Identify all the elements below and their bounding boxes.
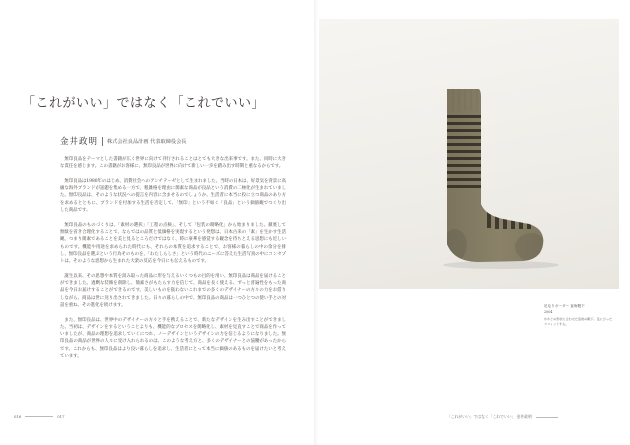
- folio-rule: [536, 417, 558, 418]
- page-number-facing: 017: [57, 414, 65, 419]
- running-footer: 「これがいい」ではなく「これでいい」 金井政明: [447, 414, 532, 419]
- folio-rule: [25, 416, 53, 417]
- article-title: 「これがいい」ではなく「これでいい」: [22, 96, 266, 111]
- photo-caption: [544, 304, 614, 327]
- right-page-folio: [447, 414, 558, 420]
- body-paragraph: 誕生以来、その思想や本質を汲み取った商品に形を与えるいくつもの目的を用い、無印良品は商品を届けることができました。過剰な装飾を削除し、簡素さがもたらす力を信じて、商品を長く使える、ずっと普遍性をもった商品を今日お届けすることができるのです。美しいものを扱わないこれまでの多くのデザイナーの方々の力をお借りしながら、商品は世に送り出されてきました。日々の暮らしの中で、無印良品の商品は一つひとつの使い手との対話を重ね、その進化を続けます。: [60, 273, 286, 308]
- article-body: [60, 156, 286, 368]
- author-name: 金井政明: [60, 137, 99, 147]
- page-number-left: 016: [14, 414, 22, 419]
- body-paragraph: 無印良品は1980年のはじめ、消費社会へのアンチテーゼとして生まれました。当時の日本は、好景気を背景に高級な海外ブランドが話題を集める一方で、粗雑格を理由に簡素な商品が良品という消費の二極化が生まれていました。無印良品は、そのような状況への提言を内容に含ませるのでしょうか。生活者に本当に役に立つ商品のあり方を求めるとともに、ブランドを付加する生活を否定して、「無印」という不如く「良品」という価値観でつくり出した商品です。: [60, 178, 286, 214]
- byline-divider: [102, 137, 103, 146]
- body-paragraph: 無印良品のものづくりは、「素材の選択」「工程の点検」、そして「包装の簡略化」から始まりました。徹底して無駄を省き合理化することで、ならではの品質と低価格を実現するという発想は、日本古来の「素」を生かす生活観、つまり簡素であることを美と見るところだけではなく、時に豪華を感覚する観念を待ちとえる思想にも近しいものです。機能や用途を求められた時代にも、それらの本質を追求することで、お客様の暮らしの中の余分を排し、無印良品を選ぶという行為そのものを、「わたしらしさ」という時代のニーズに答えた生活写真の中にコンセプトは、そのような思想から生まれた大衆の反応を今日にも伝えるものです。: [60, 222, 286, 265]
- sock-illustration: [319, 19, 619, 289]
- caption-year: 2004: [544, 310, 553, 314]
- byline: [60, 135, 186, 147]
- left-page-folio: [14, 414, 65, 419]
- author-affiliation: 株式会社良品計画 代表取締役会長: [107, 138, 187, 145]
- body-paragraph: 無印良品をテーマとした書籍が広く世界に向けて刊行されることはとても大きな出来事です。また、同時に大きな責任を感じます。この書籍がお客様に、無印良品が世界に向けて新しい一歩を踏み出す時期と重なるからです。: [60, 157, 286, 170]
- page-gutter: [314, 0, 318, 445]
- caption-title: 足なりボーダー 直角靴下: [544, 304, 585, 308]
- sock-photograph: [319, 19, 619, 289]
- body-paragraph: また、無印良品は、世界中のデザイナーの方々と手を携えることで、新たなデザインを生み出すことができました。当初は、デザインをするということよりも、機能的なプロセスを簡略化し、素材を見直すことで商品を作っていましたが、商品の理想を追求していくにつれ、ノーデザインというデザインの力を信じるようになりました。無印良品の商品が世界の人々に受け入れられるのは、このような考え方と、多くのデザイナーとの協働があったからです。これからも、無印良品はより良い暮らしを追求し、生活者にとって本当に価値のあるものを届けたいと考えています。: [60, 317, 286, 360]
- caption-description: かかとの形状に合わせた直角の靴下。足にぴったりフィットする。: [544, 317, 613, 326]
